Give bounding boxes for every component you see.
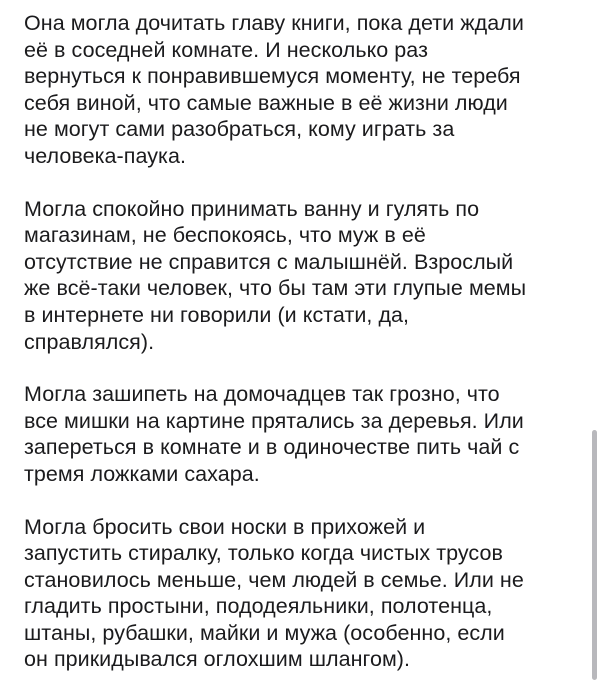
text-line: запустить стиралку, только когда чистых трусов (24, 541, 503, 566)
text-line: все мишки на картине прятались за деревья. Или (24, 408, 524, 433)
text-line: Она могла дочитать главу книги, пока дети ждали (24, 11, 524, 35)
text-line: магазинам, не беспокоясь, что муж в её (24, 223, 426, 248)
text-line: же всё-таки человек, что бы там эти глупые мемы (24, 276, 527, 301)
paragraph-4 (24, 514, 582, 674)
text-line: себя виной, что самые важные в её жизни люди (24, 90, 508, 115)
text-line: Могла спокойно принимать ванну и гулять по (24, 196, 480, 221)
text-line: справлялся). (24, 329, 155, 354)
text-line: отсутствие не справится с малышнёй. Взрослый (24, 249, 514, 274)
paragraph-1 (24, 10, 582, 170)
text-line: не могут сами разобраться, кому играть за (24, 117, 455, 142)
text-line: он прикидывался оглохшим шлангом). (24, 647, 411, 672)
paragraph-2 (24, 196, 582, 356)
text-line: её в соседней комнате. И несколько раз (24, 37, 428, 62)
text-line: в интернете ни говорили (и кстати, да, (24, 302, 410, 327)
paragraph-3 (24, 381, 582, 487)
text-line: становилось меньше, чем людей в семье. Или не (24, 567, 524, 592)
text-line: запереться в комнате и в одиночестве пить чай с (24, 435, 520, 460)
text-line: гладить простыни, пододеяльники, полотенца, (24, 594, 493, 619)
text-line: Могла бросить свои носки в прихожей и (24, 514, 426, 539)
text-line: Могла зашипеть на домочадцев так грозно, что (24, 382, 500, 407)
text-line: человека-паука. (24, 143, 186, 168)
text-line: вернуться к понравившемуся моменту, не теребя (24, 64, 521, 89)
text-line: штаны, рубашки, майки и мужа (особенно, если (24, 620, 505, 645)
scrollbar-thumb[interactable] (592, 430, 597, 680)
text-line: тремя ложками сахара. (24, 461, 260, 486)
